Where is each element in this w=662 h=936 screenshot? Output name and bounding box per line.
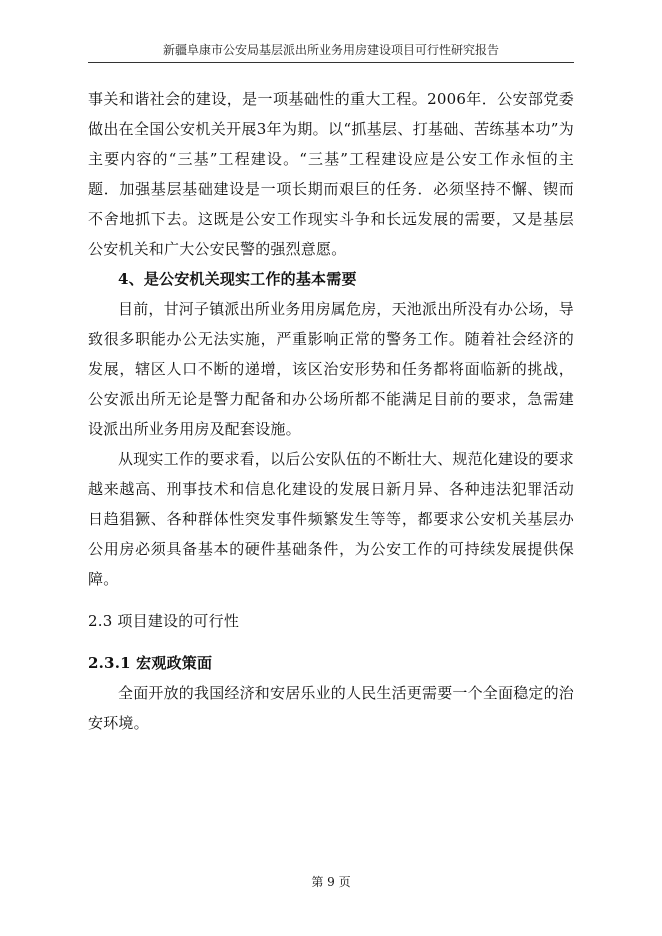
body-paragraph: 事关和谐社会的建设，是一项基础性的重大工程。2006年．公安部党委做出在全国公安机关开展3年为期。以“抓基层、打基础、苦练基本功”为主要内容的“三基”工程建设。“三基”工程建设应是公安工作永恒的主题．加强基层基础建设是一项长期而艰巨的任务．必须坚持不懈、锲而不舍地抓下去。这既是公安工作现实斗争和长远发展的需要，又是基层公安机关和广大公安民警的强烈意愿。 xyxy=(88,90,574,258)
body-paragraph: 从现实工作的要求看，以后公安队伍的不断壮大、规范化建设的要求越来越高、刑事技术和信息化建设的发展日新月异、各种违法犯罪活动日趋猖獗、各种群体性突发事件频繁发生等等，都要求公安机关基层办公用房必须具备基本的硬件基础条件，为公安工作的可持续发展提供保障。 xyxy=(88,450,575,588)
header-rule xyxy=(88,62,574,63)
subsection-heading: 2.3.1 宏观政策面 xyxy=(88,654,213,672)
document-body xyxy=(88,84,574,738)
body-paragraph: 全面开放的我国经济和安居乐业的人民生活更需要一个全面稳定的治安环境。 xyxy=(88,684,575,732)
numbered-heading: 4、是公安机关现实工作的基本需要 xyxy=(118,270,357,288)
page-number: 第 9 页 xyxy=(311,875,351,889)
section-heading: 2.3 项目建设的可行性 xyxy=(88,612,240,630)
running-header: 新疆阜康市公安局基层派出所业务用房建设项目可行性研究报告 xyxy=(162,43,499,57)
body-paragraph: 目前，甘河子镇派出所业务用房属危房，天池派出所没有办公场，导致很多职能办公无法实施，严重影响正常的警务工作。随着社会经济的发展，辖区人口不断的递增，该区治安形势和任务都将面临新的挑战，公安派出所无论是警力配备和办公场所都不能满足目前的要求，急需建设派出所业务用房及配套设施。 xyxy=(88,300,575,438)
